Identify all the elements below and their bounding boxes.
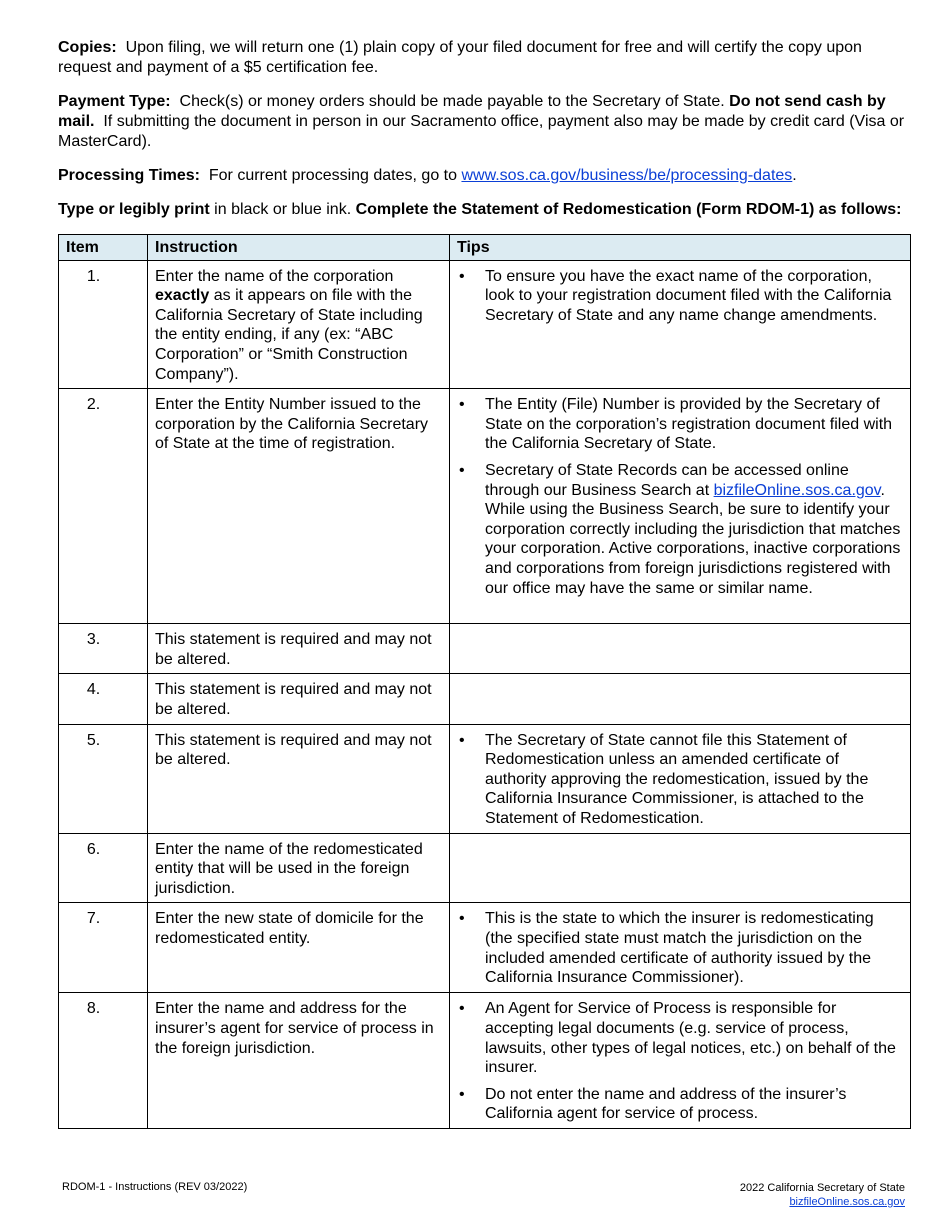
tips-cell <box>450 624 911 674</box>
tip-item <box>457 909 903 987</box>
tip-text: Do not enter the name and address of the insurer’s California agent for service of process. <box>485 1085 847 1123</box>
bullet-icon: • <box>459 267 465 285</box>
bullet-icon: • <box>459 731 465 749</box>
tip-text: Secretary of State Records can be accessed online through our Business Search at <box>485 461 849 499</box>
bullet-icon: • <box>459 1085 465 1103</box>
type-label: Type or legibly print <box>58 201 210 218</box>
tip-item <box>457 461 903 598</box>
instruction-cell: This statement is required and may not be altered. <box>148 674 450 724</box>
payment-paragraph <box>58 92 910 152</box>
bullet-icon: • <box>459 910 465 928</box>
tip-item <box>457 731 903 829</box>
instruction-cell: Enter the new state of domicile for the redomesticated entity. <box>148 903 450 993</box>
tips-cell <box>450 260 911 389</box>
item-number: 4. <box>59 674 148 724</box>
payment-label: Payment Type: <box>58 93 171 110</box>
tips-cell <box>450 389 911 624</box>
item-number: 7. <box>59 903 148 993</box>
bullet-icon: • <box>459 461 465 479</box>
instruction-cell: Enter the name of the redomesticated entity that will be used in the foreign jurisdiction. <box>148 833 450 903</box>
tips-cell <box>450 903 911 993</box>
tip-text: An Agent for Service of Process is responsible for accepting legal documents (e.g. service of process, lawsuits, other types of legal notices, etc.) on behalf of the insurer. <box>485 1000 896 1077</box>
tips-cell <box>450 993 911 1129</box>
header-item: Item <box>59 235 148 261</box>
payment-warning: Do not send cash by mail. <box>58 93 886 130</box>
bullet-icon: • <box>459 396 465 414</box>
tip-text: . While using the Business Search, be sure to identify your corporation correctly including the jurisdiction that matches your corporation. Active corporations, inactive corporations and corporations from foreign jurisdictions registered with our office may have the same or similar name. <box>485 481 901 597</box>
item-number: 5. <box>59 724 148 833</box>
tips-cell <box>450 833 911 903</box>
instructions-table <box>58 234 911 1129</box>
processing-period: . <box>792 167 797 184</box>
header-instruction: Instruction <box>148 235 450 261</box>
instruction-cell: Enter the Entity Number issued to the corporation by the California Secretary of State at the time of registration. <box>148 389 450 624</box>
table-row <box>59 674 911 724</box>
table-header-row <box>59 235 911 261</box>
bizfile-link[interactable]: bizfileOnline.sos.ca.gov <box>713 481 881 499</box>
instruction-emphasis: exactly <box>155 287 210 305</box>
item-number: 1. <box>59 260 148 389</box>
item-number: 8. <box>59 993 148 1129</box>
bullet-icon: • <box>459 1000 465 1018</box>
copies-text: Upon filing, we will return one (1) plain copy of your filed document for free and will certify the copy upon request and payment of a $5 certification fee. <box>58 39 862 76</box>
processing-text: For current processing dates, go to <box>208 167 457 184</box>
table-row <box>59 260 911 389</box>
table-row <box>59 724 911 833</box>
tips-cell <box>450 724 911 833</box>
item-number: 2. <box>59 389 148 624</box>
tip-text: To ensure you have the exact name of the corporation, look to your registration document filed with the California Secretary of State and any name change amendments. <box>485 267 892 324</box>
footer-copyright-text: 2022 California Secretary of State <box>739 1182 905 1194</box>
complete-instruction: Complete the Statement of Redomestication (Form RDOM-1) as follows: <box>355 201 902 218</box>
document-page <box>58 38 910 1129</box>
payment-text-1: Check(s) or money orders should be made payable to the Secretary of State. <box>179 93 725 110</box>
type-text: in black or blue ink. <box>214 201 352 218</box>
footer-bizfile-link[interactable]: bizfileOnline.sos.ca.gov <box>789 1196 905 1208</box>
tip-item <box>457 1085 903 1124</box>
instruction-text: as it appears on file with the California Secretary of State including the entity ending, if any (ex: “ABC Corporation” or “Smith Construction Company”). <box>155 287 423 383</box>
processing-paragraph <box>58 166 910 186</box>
table-row <box>59 993 911 1129</box>
item-number: 6. <box>59 833 148 903</box>
tip-item <box>457 267 903 326</box>
instruction-cell: Enter the name and address for the insurer’s agent for service of process in the foreign jurisdiction. <box>148 993 450 1129</box>
item-number: 3. <box>59 624 148 674</box>
processing-dates-link[interactable]: www.sos.ca.gov/business/be/processing-dates <box>461 167 793 184</box>
tip-text: The Entity (File) Number is provided by the Secretary of State on the corporation’s registration document filed with the California Secretary of State. <box>485 396 893 453</box>
instruction-cell <box>148 260 450 389</box>
header-tips: Tips <box>450 235 911 261</box>
copies-label: Copies: <box>58 39 117 56</box>
table-row <box>59 389 911 624</box>
tip-text: This is the state to which the insurer is redomesticating (the specified state must match the jurisdiction on the included amended certificate of authority issued by the California Insurance Commissioner). <box>485 910 874 987</box>
table-row <box>59 833 911 903</box>
tip-item <box>457 395 903 454</box>
type-paragraph <box>58 200 910 220</box>
copies-paragraph <box>58 38 910 78</box>
footer-form-id: RDOM-1 - Instructions (REV 03/2022) <box>62 1181 248 1193</box>
tips-cell <box>450 674 911 724</box>
processing-label: Processing Times: <box>58 167 200 184</box>
tip-text: The Secretary of State cannot file this Statement of Redomestication unless an amended certificate of authority approving the redomestication, issued by the California Insurance Commissioner, is attached to the Statement of Redomestication. <box>485 731 869 827</box>
instruction-text: Enter the name of the corporation <box>155 267 394 285</box>
table-row <box>59 903 911 993</box>
instruction-cell: This statement is required and may not be altered. <box>148 624 450 674</box>
payment-text-2: If submitting the document in person in our Sacramento office, payment also may be made by credit card (Visa or MasterCard). <box>58 113 905 150</box>
tip-item <box>457 999 903 1077</box>
table-row <box>59 624 911 674</box>
instruction-cell: This statement is required and may not be altered. <box>148 724 450 833</box>
footer-copyright <box>740 1181 905 1209</box>
